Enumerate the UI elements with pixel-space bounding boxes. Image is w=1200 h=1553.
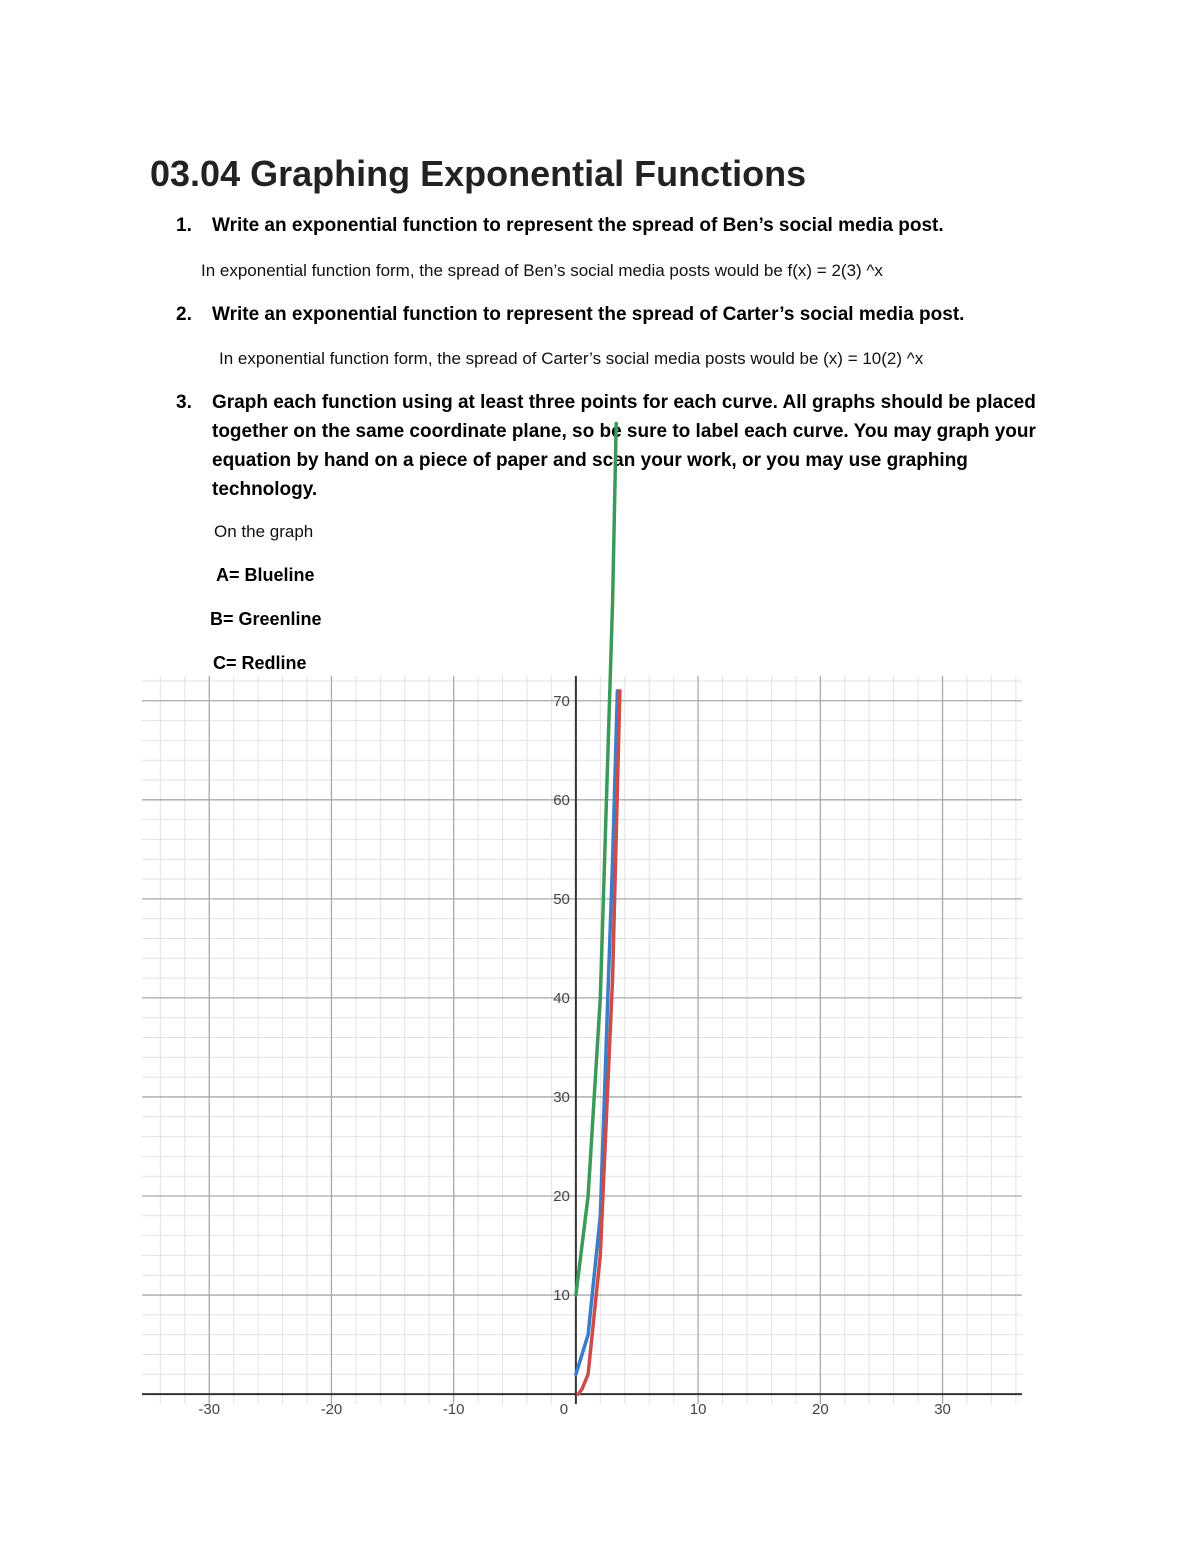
question-number: 1. — [176, 215, 192, 236]
label-a: A= Blueline — [216, 565, 315, 585]
question-text: Write an exponential function to represent the spread of Ben’s social media post. — [212, 215, 944, 236]
question-3 — [176, 388, 1036, 504]
label-c: C= Redline — [213, 653, 307, 673]
question-1 — [176, 211, 944, 240]
y-tick-label: 20 — [553, 1188, 570, 1205]
page-title: 03.04 Graphing Exponential Functions — [150, 153, 807, 194]
answer-1: In exponential function form, the spread of Ben’s social media posts would be f(x) = 2(3) ^x — [201, 261, 883, 280]
answer-2: In exponential function form, the spread of Carter’s social media posts would be (x) = 10(2) ^x — [219, 349, 924, 368]
y-tick-label: 40 — [553, 989, 570, 1007]
y-tick-label: 60 — [553, 791, 570, 809]
exponential-graph — [142, 676, 1022, 1419]
answer-3: On the graph — [214, 522, 314, 541]
x-tick-label: -30 — [198, 1401, 221, 1419]
question-number: 2. — [176, 304, 192, 325]
x-tick-label: 0 — [559, 1401, 569, 1419]
y-tick-label: 70 — [553, 692, 570, 710]
y-tick-label: 10 — [553, 1287, 570, 1305]
y-tick-label: 50 — [553, 890, 570, 908]
question-2 — [176, 300, 964, 329]
x-tick-label: 20 — [811, 1401, 829, 1419]
question-text: Graph each function using at least three points for each curve. All graphs should be placed together on the same coordinate plane, so be sure to label each curve. You may graph your equation by hand on a piece of paper and scan your work, or you may use graphing technology. — [212, 392, 1036, 500]
label-b: B= Greenline — [210, 609, 322, 629]
x-tick-label: -20 — [320, 1401, 343, 1419]
question-text: Write an exponential function to represent the spread of Carter’s social media post. — [212, 304, 965, 325]
x-tick-label: 30 — [934, 1401, 951, 1419]
y-tick-label: 30 — [553, 1088, 570, 1106]
x-tick-label: 10 — [689, 1401, 707, 1419]
x-tick-label: -10 — [442, 1401, 465, 1419]
question-number: 3. — [176, 392, 192, 413]
